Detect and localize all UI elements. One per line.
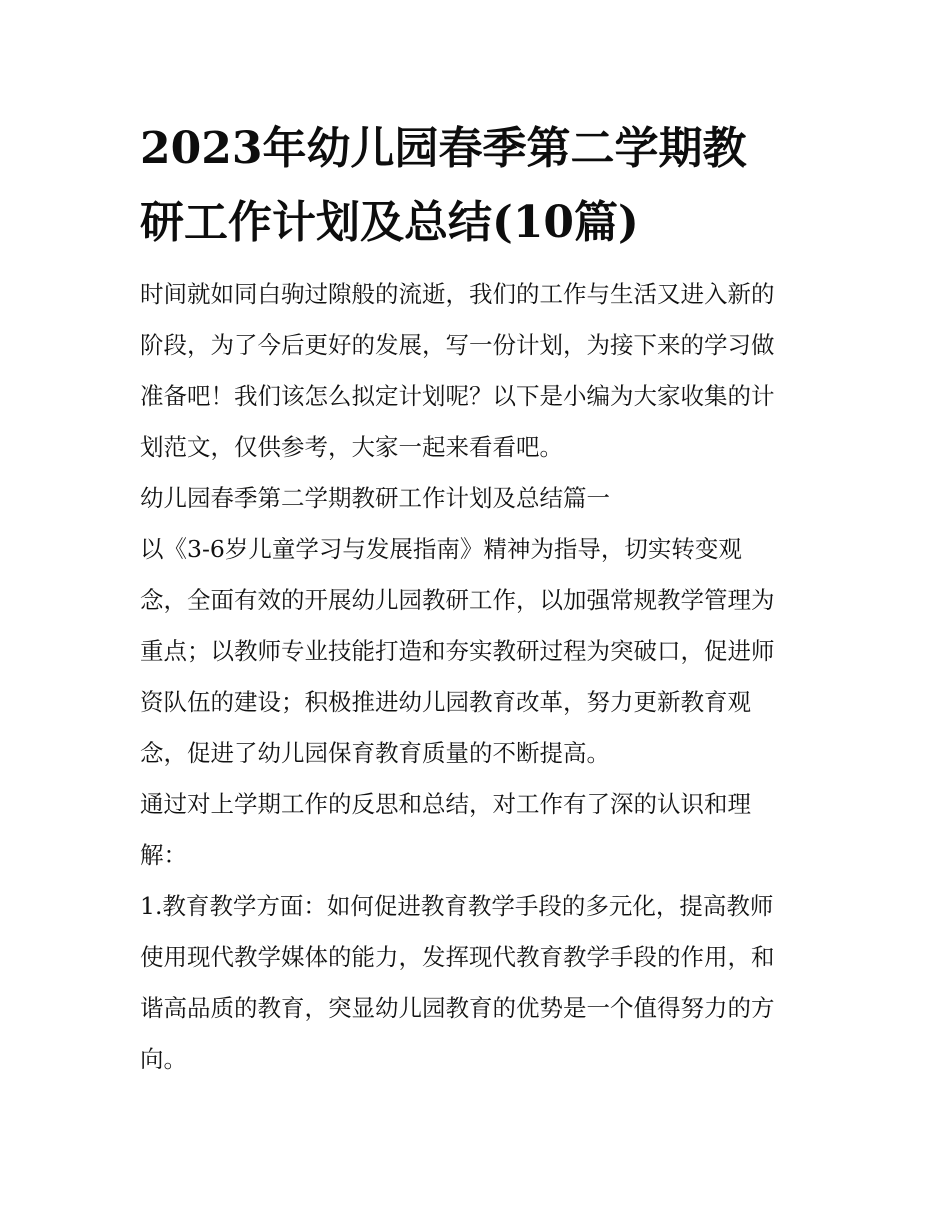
- text-line: 通过对上学期工作的反思和总结，对工作有了深的认识和理: [140, 790, 751, 818]
- text-line: 以《3-6岁儿童学习与发展指南》精神为指导，切实转变观: [140, 535, 742, 563]
- list-item-paragraph: [140, 881, 815, 1085]
- text-line: 准备吧！我们该怎么拟定计划呢？以下是小编为大家收集的计: [140, 382, 775, 410]
- document-title: [140, 112, 815, 260]
- text-line: 向。: [140, 1045, 187, 1073]
- text-line: 念，促进了幼儿园保育教育质量的不断提高。: [140, 739, 610, 767]
- text-line: 划范文，仅供参考，大家一起来看看吧。: [140, 433, 563, 461]
- text-line: 1.教育教学方面：如何促进教育教学手段的多元化，提高教师: [140, 892, 774, 920]
- text-line: 谐高品质的教育，突显幼儿园教育的优势是一个值得努力的方: [140, 994, 775, 1022]
- text-line: 阶段，为了今后更好的发展，写一份计划，为接下来的学习做: [140, 331, 775, 359]
- title-line: 2023年幼儿园春季第二学期教: [140, 123, 747, 174]
- reflection-paragraph: [140, 779, 815, 881]
- section-heading: [140, 473, 815, 524]
- document-body: [140, 269, 815, 1085]
- document-content: [140, 112, 815, 1085]
- guideline-paragraph: [140, 524, 815, 779]
- title-line: 研工作计划及总结(10篇): [140, 197, 639, 248]
- intro-paragraph: [140, 269, 815, 473]
- text-line: 重点；以教师专业技能打造和夯实教研过程为突破口，促进师: [140, 637, 775, 665]
- text-line: 幼儿园春季第二学期教研工作计划及总结篇一: [140, 484, 610, 512]
- text-line: 资队伍的建设；积极推进幼儿园教育改革，努力更新教育观: [140, 688, 751, 716]
- text-line: 时间就如同白驹过隙般的流逝，我们的工作与生活又进入新的: [140, 280, 775, 308]
- text-line: 念，全面有效的开展幼儿园教研工作，以加强常规教学管理为: [140, 586, 775, 614]
- text-line: 使用现代教学媒体的能力，发挥现代教育教学手段的作用，和: [140, 943, 775, 971]
- text-line: 解：: [140, 841, 187, 869]
